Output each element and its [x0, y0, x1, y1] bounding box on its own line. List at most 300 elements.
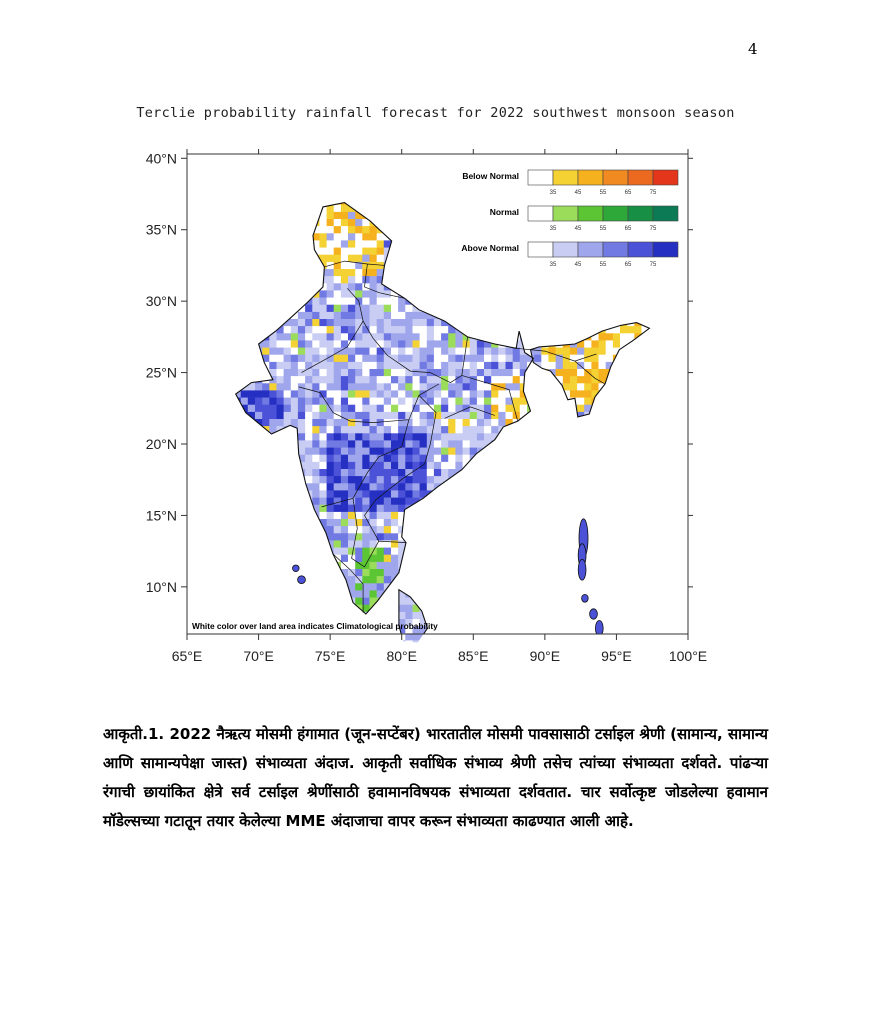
grid-cell	[391, 319, 399, 327]
grid-cell	[441, 448, 449, 456]
grid-cell	[455, 383, 463, 391]
grid-cell	[334, 376, 342, 384]
grid-cell	[327, 483, 335, 491]
grid-cell	[348, 376, 356, 384]
grid-cell	[377, 290, 385, 298]
grid-cell	[327, 269, 335, 277]
grid-cell	[370, 269, 378, 277]
grid-cell	[420, 426, 428, 434]
grid-cell	[370, 412, 378, 420]
grid-cell	[341, 312, 349, 320]
grid-cell	[319, 333, 327, 341]
grid-cell	[434, 362, 442, 370]
grid-cell	[513, 648, 521, 656]
grid-cell	[312, 640, 320, 648]
lon-label: 70°E	[243, 648, 274, 664]
grid-cell	[427, 412, 435, 420]
grid-cell	[319, 348, 327, 356]
grid-cell	[305, 426, 313, 434]
grid-cell	[362, 369, 370, 377]
grid-cell	[384, 362, 392, 370]
legend-tick: 55	[599, 226, 607, 232]
grid-cell	[355, 348, 363, 356]
grid-cell	[355, 240, 363, 248]
grid-cell	[334, 233, 342, 241]
grid-cell	[577, 369, 585, 377]
grid-cell	[606, 640, 614, 648]
grid-cell	[577, 398, 585, 406]
grid-cell	[362, 419, 370, 427]
grid-cell	[234, 640, 242, 648]
grid-cell	[477, 640, 485, 648]
grid-cell	[355, 383, 363, 391]
grid-cell	[405, 490, 413, 498]
lat-label: 35°N	[145, 221, 177, 238]
grid-cell	[506, 405, 514, 413]
grid-cell	[405, 462, 413, 470]
grid-cell	[413, 612, 421, 620]
grid-cell	[613, 333, 621, 341]
grid-cell	[319, 312, 327, 320]
grid-cell	[269, 340, 277, 348]
grid-cell	[513, 362, 521, 370]
grid-cell	[441, 333, 449, 341]
lon-label: 80°E	[386, 648, 417, 664]
grid-cell	[441, 469, 449, 477]
grid-cell	[391, 455, 399, 463]
grid-cell	[563, 348, 571, 356]
grid-cell	[370, 498, 378, 506]
legend-swatch	[628, 242, 653, 257]
grid-cell	[312, 412, 320, 420]
grid-cell	[348, 569, 356, 577]
grid-cell	[384, 412, 392, 420]
grid-cell	[355, 648, 363, 656]
grid-cell	[405, 483, 413, 491]
grid-cell	[298, 648, 306, 656]
grid-cell	[327, 333, 335, 341]
grid-cell	[298, 412, 306, 420]
grid-cell	[355, 219, 363, 227]
legend-swatch	[628, 170, 653, 185]
grid-cell	[348, 348, 356, 356]
grid-cell	[348, 269, 356, 277]
grid-cell	[341, 219, 349, 227]
grid-cell	[334, 226, 342, 234]
grid-cell	[362, 505, 370, 513]
grid-cell	[327, 383, 335, 391]
grid-cell	[513, 640, 521, 648]
grid-cell	[341, 512, 349, 520]
grid-cell	[434, 448, 442, 456]
grid-cell	[255, 405, 263, 413]
lon-label: 75°E	[314, 648, 346, 664]
grid-cell	[384, 398, 392, 406]
grid-cell	[327, 290, 335, 298]
grid-cell	[334, 219, 342, 227]
grid-cell	[334, 340, 342, 348]
grid-cell	[262, 383, 270, 391]
grid-cell	[362, 312, 370, 320]
grid-cell	[484, 426, 492, 434]
grid-cell	[327, 490, 335, 498]
grid-cell	[370, 562, 378, 570]
grid-cell	[269, 355, 277, 363]
grid-cell	[312, 448, 320, 456]
grid-cell	[463, 640, 471, 648]
grid-cell	[298, 426, 306, 434]
grid-cell	[413, 369, 421, 377]
grid-cell	[327, 362, 335, 370]
grid-cell	[362, 355, 370, 363]
grid-cell	[291, 383, 299, 391]
legend-label: Normal	[489, 207, 519, 217]
grid-cell	[341, 262, 349, 270]
grid-cell	[391, 419, 399, 427]
grid-cell	[355, 490, 363, 498]
grid-cell	[291, 419, 299, 427]
grid-cell	[455, 355, 463, 363]
grid-cell	[405, 348, 413, 356]
grid-cell	[420, 640, 428, 648]
grid-cell	[348, 305, 356, 313]
grid-cell	[319, 412, 327, 420]
grid-cell	[513, 376, 521, 384]
page-number: 4	[748, 40, 758, 58]
grid-cell	[398, 355, 406, 363]
grid-cell	[484, 398, 492, 406]
grid-cell	[384, 526, 392, 534]
grid-cell	[269, 362, 277, 370]
grid-cell	[341, 540, 349, 548]
grid-cell	[298, 340, 306, 348]
grid-cell	[284, 355, 292, 363]
grid-cell	[327, 526, 335, 534]
grid-cell	[491, 376, 499, 384]
grid-cell	[305, 398, 313, 406]
grid-cell	[413, 490, 421, 498]
grid-cell	[420, 326, 428, 334]
grid-cell	[262, 390, 270, 398]
grid-cell	[405, 440, 413, 448]
grid-cell	[355, 355, 363, 363]
grid-cell	[327, 469, 335, 477]
grid-cell	[284, 648, 292, 656]
grid-cell	[377, 319, 385, 327]
grid-cell	[262, 348, 270, 356]
grid-cell	[520, 648, 528, 656]
grid-cell	[341, 269, 349, 277]
grid-cell	[327, 512, 335, 520]
grid-cell	[405, 448, 413, 456]
grid-cell	[362, 569, 370, 577]
grid-cell	[334, 533, 342, 541]
grid-cell	[341, 376, 349, 384]
grid-cell	[327, 426, 335, 434]
grid-cell	[370, 319, 378, 327]
grid-cell	[377, 505, 385, 513]
grid-cell	[384, 440, 392, 448]
grid-cell	[384, 326, 392, 334]
grid-cell	[262, 419, 270, 427]
legend-tick: 55	[599, 190, 607, 196]
grid-cell	[327, 240, 335, 248]
grid-cell	[448, 440, 456, 448]
grid-cell	[455, 419, 463, 427]
grid-cell	[319, 362, 327, 370]
grid-cell	[420, 483, 428, 491]
grid-cell	[384, 312, 392, 320]
grid-cell	[427, 640, 435, 648]
grid-cell	[312, 355, 320, 363]
grid-cell	[434, 440, 442, 448]
grid-cell	[470, 348, 478, 356]
grid-cell	[362, 276, 370, 284]
grid-cell	[391, 533, 399, 541]
grid-cell	[319, 419, 327, 427]
grid-cell	[370, 326, 378, 334]
grid-cell	[506, 348, 514, 356]
grid-cell	[463, 448, 471, 456]
grid-cell	[427, 355, 435, 363]
grid-cell	[312, 469, 320, 477]
grid-cell	[334, 383, 342, 391]
grid-cell	[362, 290, 370, 298]
grid-cell	[348, 469, 356, 477]
grid-cell	[355, 412, 363, 420]
grid-cell	[305, 455, 313, 463]
grid-cell	[398, 348, 406, 356]
grid-cell	[420, 398, 428, 406]
grid-cell	[370, 476, 378, 484]
grid-cell	[377, 412, 385, 420]
grid-cell	[398, 462, 406, 470]
grid-cell	[606, 340, 614, 348]
grid-cell	[391, 348, 399, 356]
grid-cell	[341, 448, 349, 456]
grid-cell	[334, 312, 342, 320]
grid-cell	[484, 433, 492, 441]
grid-cell	[341, 233, 349, 241]
grid-cell	[591, 355, 599, 363]
grid-cell	[291, 369, 299, 377]
grid-cell	[398, 383, 406, 391]
grid-cell	[477, 348, 485, 356]
legend-swatch	[578, 206, 603, 221]
grid-cell	[362, 390, 370, 398]
grid-cell	[441, 369, 449, 377]
grid-cell	[455, 362, 463, 370]
grid-cell	[370, 648, 378, 656]
grid-cell	[355, 398, 363, 406]
grid-cell	[334, 548, 342, 556]
grid-cell	[348, 462, 356, 470]
grid-cell	[262, 340, 270, 348]
grid-cell	[362, 326, 370, 334]
grid-cell	[441, 355, 449, 363]
grid-cell	[298, 433, 306, 441]
grid-cell	[355, 598, 363, 606]
grid-cell	[398, 312, 406, 320]
grid-cell	[298, 348, 306, 356]
grid-cell	[277, 340, 285, 348]
grid-cell	[427, 362, 435, 370]
grid-cell	[370, 590, 378, 598]
legend-tick: 35	[549, 190, 557, 196]
grid-cell	[477, 362, 485, 370]
grid-cell	[427, 462, 435, 470]
grid-cell	[327, 476, 335, 484]
grid-cell	[441, 348, 449, 356]
grid-cell	[377, 383, 385, 391]
grid-cell	[420, 476, 428, 484]
grid-cell	[634, 640, 642, 648]
grid-cell	[312, 398, 320, 406]
grid-cell	[613, 640, 621, 648]
grid-cell	[520, 405, 528, 413]
grid-cell	[420, 448, 428, 456]
grid-cell	[327, 519, 335, 527]
grid-cell	[334, 398, 342, 406]
grid-cell	[312, 383, 320, 391]
grid-cell	[420, 333, 428, 341]
grid-cell	[398, 448, 406, 456]
grid-cell	[491, 419, 499, 427]
grid-cell	[362, 426, 370, 434]
grid-cell	[391, 469, 399, 477]
grid-cell	[312, 483, 320, 491]
grid-cell	[312, 462, 320, 470]
grid-cell	[398, 405, 406, 413]
grid-cell	[498, 362, 506, 370]
grid-cell	[491, 390, 499, 398]
grid-cell	[591, 362, 599, 370]
grid-cell	[384, 333, 392, 341]
grid-cell	[370, 248, 378, 256]
grid-cell	[591, 640, 599, 648]
grid-cell	[334, 326, 342, 334]
grid-cell	[362, 640, 370, 648]
grid-cell	[327, 348, 335, 356]
grid-cell	[377, 526, 385, 534]
grid-cell	[491, 426, 499, 434]
grid-cell	[262, 405, 270, 413]
grid-cell	[312, 455, 320, 463]
grid-cell	[348, 262, 356, 270]
grid-cell	[291, 648, 299, 656]
grid-cell	[348, 398, 356, 406]
grid-cell	[348, 226, 356, 234]
grid-cell	[434, 476, 442, 484]
grid-cell	[591, 340, 599, 348]
grid-cell	[427, 348, 435, 356]
grid-cell	[377, 426, 385, 434]
grid-cell	[298, 326, 306, 334]
grid-cell	[455, 333, 463, 341]
grid-cell	[334, 390, 342, 398]
grid-cell	[420, 376, 428, 384]
grid-cell	[405, 605, 413, 613]
grid-cell	[377, 298, 385, 306]
grid-cell	[470, 640, 478, 648]
grid-cell	[463, 390, 471, 398]
grid-cell	[649, 640, 657, 648]
grid-cell	[334, 205, 342, 213]
grid-cell	[413, 362, 421, 370]
legend-tick: 75	[649, 262, 657, 268]
grid-cell	[341, 476, 349, 484]
grid-cell	[327, 312, 335, 320]
grid-cell	[355, 462, 363, 470]
grid-cell	[277, 355, 285, 363]
grid-cell	[441, 398, 449, 406]
grid-cell	[341, 226, 349, 234]
grid-cell	[434, 390, 442, 398]
grid-cell	[341, 433, 349, 441]
grid-cell	[377, 348, 385, 356]
grid-cell	[370, 255, 378, 263]
grid-cell	[327, 376, 335, 384]
grid-cell	[391, 462, 399, 470]
grid-cell	[341, 276, 349, 284]
grid-cell	[441, 648, 449, 656]
grid-cell	[377, 305, 385, 313]
grid-cell	[620, 640, 628, 648]
grid-cell	[341, 548, 349, 556]
grid-cell	[548, 640, 556, 648]
grid-cell	[348, 640, 356, 648]
grid-cell	[541, 640, 549, 648]
grid-cell	[348, 248, 356, 256]
grid-cell	[319, 290, 327, 298]
legend-tick: 35	[549, 262, 557, 268]
grid-cell	[413, 340, 421, 348]
grid-cell	[470, 390, 478, 398]
grid-cell	[434, 348, 442, 356]
grid-cell	[277, 648, 285, 656]
legend-swatch	[578, 242, 603, 257]
grid-cell	[577, 390, 585, 398]
grid-cell	[277, 362, 285, 370]
grid-cell	[570, 390, 578, 398]
grid-cell	[413, 476, 421, 484]
grid-cell	[455, 448, 463, 456]
grid-cell	[384, 498, 392, 506]
legend-tick: 75	[649, 226, 657, 232]
grid-cell	[470, 383, 478, 391]
grid-cell	[277, 333, 285, 341]
grid-cell	[434, 462, 442, 470]
grid-cell	[327, 419, 335, 427]
grid-cell	[606, 355, 614, 363]
island	[298, 576, 306, 584]
grid-cell	[348, 648, 356, 656]
grid-cell	[577, 640, 585, 648]
grid-cell	[391, 405, 399, 413]
grid-cell	[377, 333, 385, 341]
grid-cell	[384, 433, 392, 441]
grid-cell	[405, 376, 413, 384]
grid-cell	[362, 226, 370, 234]
grid-cell	[370, 576, 378, 584]
grid-cell	[620, 326, 628, 334]
grid-cell	[262, 412, 270, 420]
grid-cell	[341, 383, 349, 391]
grid-cell	[584, 362, 592, 370]
grid-cell	[448, 455, 456, 463]
grid-cell	[384, 476, 392, 484]
grid-cell	[362, 448, 370, 456]
